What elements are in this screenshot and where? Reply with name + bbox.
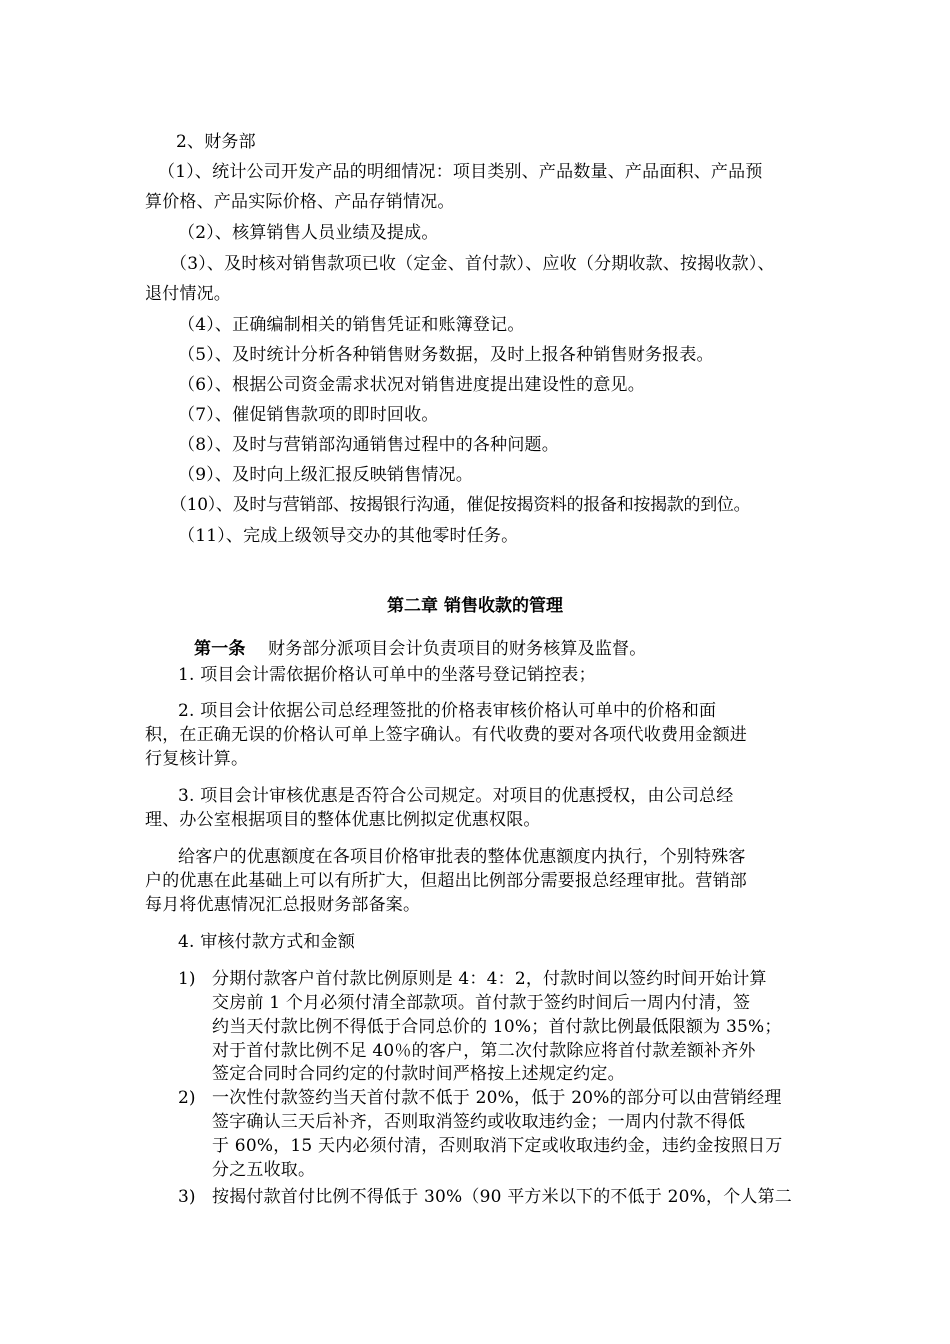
list-item: （9）、及时向上级汇报反映销售情况。 [178,465,473,485]
list-number: 2) [178,1088,196,1108]
article-1 [194,638,646,660]
list-item: （1）、统计公司开发产品的明细情况：项目类别、产品数量、产品面积、产品预 [158,162,763,182]
article-label: 第一条 [194,639,246,659]
list-item-continuation: 退付情况。 [145,284,231,304]
list-item: （7）、催促销售款项的即时回收。 [178,405,439,425]
article-text: 财务部分派项目会计负责项目的财务核算及监督。 [268,639,647,659]
list-number: 3) [178,1187,196,1207]
list-item: （3）、及时核对销售款项已收（定金、首付款）、应收（分期收款、按揭收款）、 [170,254,775,274]
list-item: （11）、完成上级领导交办的其他零时任务。 [178,526,519,546]
paragraph-continuation: 积，在正确无误的价格认可单上签字确认。有代收费的要对各项代收费用金额进 [145,725,747,745]
paragraph: 3. 项目会计审核优惠是否符合公司规定。对项目的优惠授权，由公司总经 [178,786,734,806]
paragraph: 1. 项目会计需依据价格认可单中的坐落号登记销控表； [178,665,596,685]
paragraph: 给客户的优惠额度在各项目价格审批表的整体优惠额度内执行，个别特殊客 [178,847,746,867]
list-item-continuation: 签字确认三天后补齐，否则取消签约或收取违约金；一周内付款不得低 [212,1112,746,1132]
list-item-continuation: 对于首付款比例不足 40％的客户，第二次付款除应将首付款差额补齐外 [212,1041,756,1061]
list-number: 1) [178,969,196,989]
list-item: （8）、及时与营销部沟通销售过程中的各种问题。 [178,435,559,455]
list-item: 按揭付款首付比例不得低于 30%（90 平方米以下的不低于 20%，个人第二 [212,1187,793,1207]
chapter-title: 第二章 销售收款的管理 [387,596,563,616]
list-item: 一次性付款签约当天首付款不低于 20%，低于 20%的部分可以由营销经理 [212,1088,782,1108]
list-item: （6）、根据公司资金需求状况对销售进度提出建设性的意见。 [178,375,645,395]
list-item-continuation: 交房前 1 个月必须付清全部款项。首付款于签约时间后一周内付清，签 [212,993,751,1013]
paragraph-continuation: 行复核计算。 [145,749,249,769]
paragraph: 4. 审核付款方式和金额 [178,932,356,952]
list-item: （2）、核算销售人员业绩及提成。 [178,223,439,243]
paragraph-continuation: 每月将优惠情况汇总报财务部备案。 [145,895,421,915]
list-item-continuation: 分之五收取。 [212,1160,316,1180]
paragraph-continuation: 户的优惠在此基础上可以有所扩大，但超出比例部分需要报总经理审批。营销部 [145,871,747,891]
list-item-continuation: 约当天付款比例不得低于合同总价的 10%；首付款比例最低限额为 35%； [212,1017,782,1037]
list-item: （10）、及时与营销部、按揭银行沟通，催促按揭资料的报备和按揭款的到位。 [170,495,751,515]
list-item-continuation: 于 60%，15 天内必须付清，否则取消下定或收取违约金，违约金按照日万 [212,1136,783,1156]
paragraph: 2. 项目会计依据公司总经理签批的价格表审核价格认可单中的价格和面 [178,701,717,721]
list-item-continuation: 算价格、产品实际价格、产品存销情况。 [145,192,455,212]
section-title: 2、财务部 [176,132,256,152]
list-item: 分期付款客户首付款比例原则是 4：4：2，付款时间以签约时间开始计算 [212,969,767,989]
list-item: （5）、及时统计分析各种销售财务数据，及时上报各种销售财务报表。 [178,345,714,365]
paragraph-continuation: 理、办公室根据项目的整体优惠比例拟定优惠权限。 [145,810,541,830]
list-item-continuation: 签定合同时合同约定的付款时间严格按上述规定约定。 [212,1064,625,1084]
list-item: （4）、正确编制相关的销售凭证和账簿登记。 [178,315,525,335]
